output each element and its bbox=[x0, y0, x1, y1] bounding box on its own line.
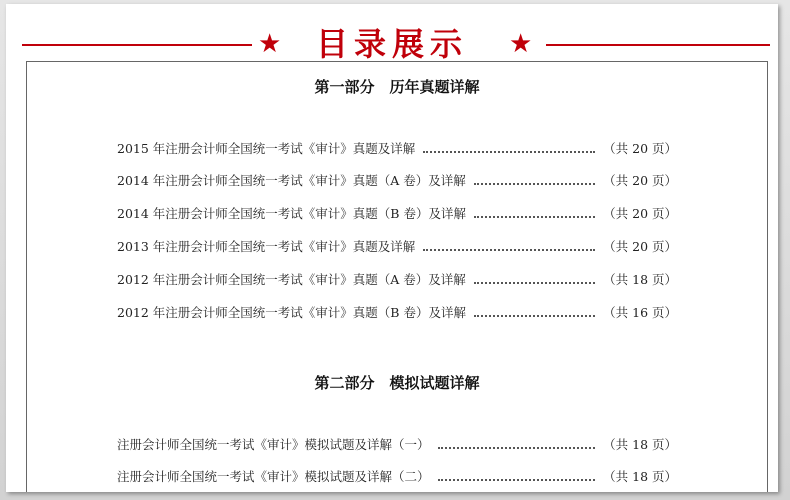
leader-dots bbox=[474, 280, 595, 284]
toc-item[interactable] bbox=[117, 236, 677, 256]
header-rule-left bbox=[22, 44, 252, 46]
header-rule-right bbox=[546, 44, 770, 46]
toc-item[interactable] bbox=[117, 434, 677, 454]
toc-item[interactable] bbox=[117, 203, 677, 223]
toc-item-text: 2014 年注册会计师全国统一考试《审计》真题（A 卷）及详解 bbox=[117, 173, 466, 188]
leader-dots bbox=[438, 445, 596, 449]
toc-item-pages: （共 16 页） bbox=[603, 305, 677, 320]
toc-item-text: 注册会计师全国统一考试《审计》模拟试题及详解（二） bbox=[117, 469, 430, 484]
toc-item-pages: （共 20 页） bbox=[603, 239, 677, 254]
toc-item[interactable] bbox=[117, 138, 677, 158]
toc-item-text: 注册会计师全国统一考试《审计》模拟试题及详解（一） bbox=[117, 437, 430, 452]
leader-dots bbox=[423, 247, 595, 251]
toc-item[interactable] bbox=[117, 302, 677, 322]
toc-item-text: 2015 年注册会计师全国统一考试《审计》真题及详解 bbox=[117, 141, 416, 156]
toc-item-text: 2014 年注册会计师全国统一考试《审计》真题（B 卷）及详解 bbox=[117, 206, 466, 221]
toc-item-pages: （共 18 页） bbox=[603, 469, 677, 484]
star-icon: ★ bbox=[258, 29, 282, 59]
document-sheet bbox=[6, 4, 778, 492]
toc-item-pages: （共 18 页） bbox=[603, 272, 677, 287]
toc-item[interactable] bbox=[117, 466, 677, 486]
leader-dots bbox=[423, 149, 595, 153]
page-title: 目录展示 bbox=[315, 25, 468, 63]
toc-item-pages: （共 20 页） bbox=[603, 173, 677, 188]
toc-item[interactable] bbox=[117, 170, 677, 190]
toc-item-pages: （共 20 页） bbox=[603, 206, 677, 221]
toc-item[interactable] bbox=[117, 269, 677, 289]
toc-panel bbox=[26, 61, 768, 492]
toc-item-text: 2012 年注册会计师全国统一考试《审计》真题（A 卷）及详解 bbox=[117, 272, 466, 287]
toc-item-text: 2013 年注册会计师全国统一考试《审计》真题及详解 bbox=[117, 239, 416, 254]
leader-dots bbox=[438, 477, 596, 481]
toc-item-text: 2012 年注册会计师全国统一考试《审计》真题（B 卷）及详解 bbox=[117, 305, 466, 320]
section-title: 第一部分 历年真题详解 bbox=[314, 78, 480, 96]
toc-item-pages: （共 18 页） bbox=[603, 437, 677, 452]
star-icon: ★ bbox=[509, 29, 533, 59]
leader-dots bbox=[474, 214, 595, 218]
toc-item-pages: （共 20 页） bbox=[603, 141, 677, 156]
toc-header bbox=[6, 22, 778, 66]
section-title: 第二部分 模拟试题详解 bbox=[314, 374, 480, 392]
leader-dots bbox=[474, 181, 595, 185]
leader-dots bbox=[474, 313, 595, 317]
